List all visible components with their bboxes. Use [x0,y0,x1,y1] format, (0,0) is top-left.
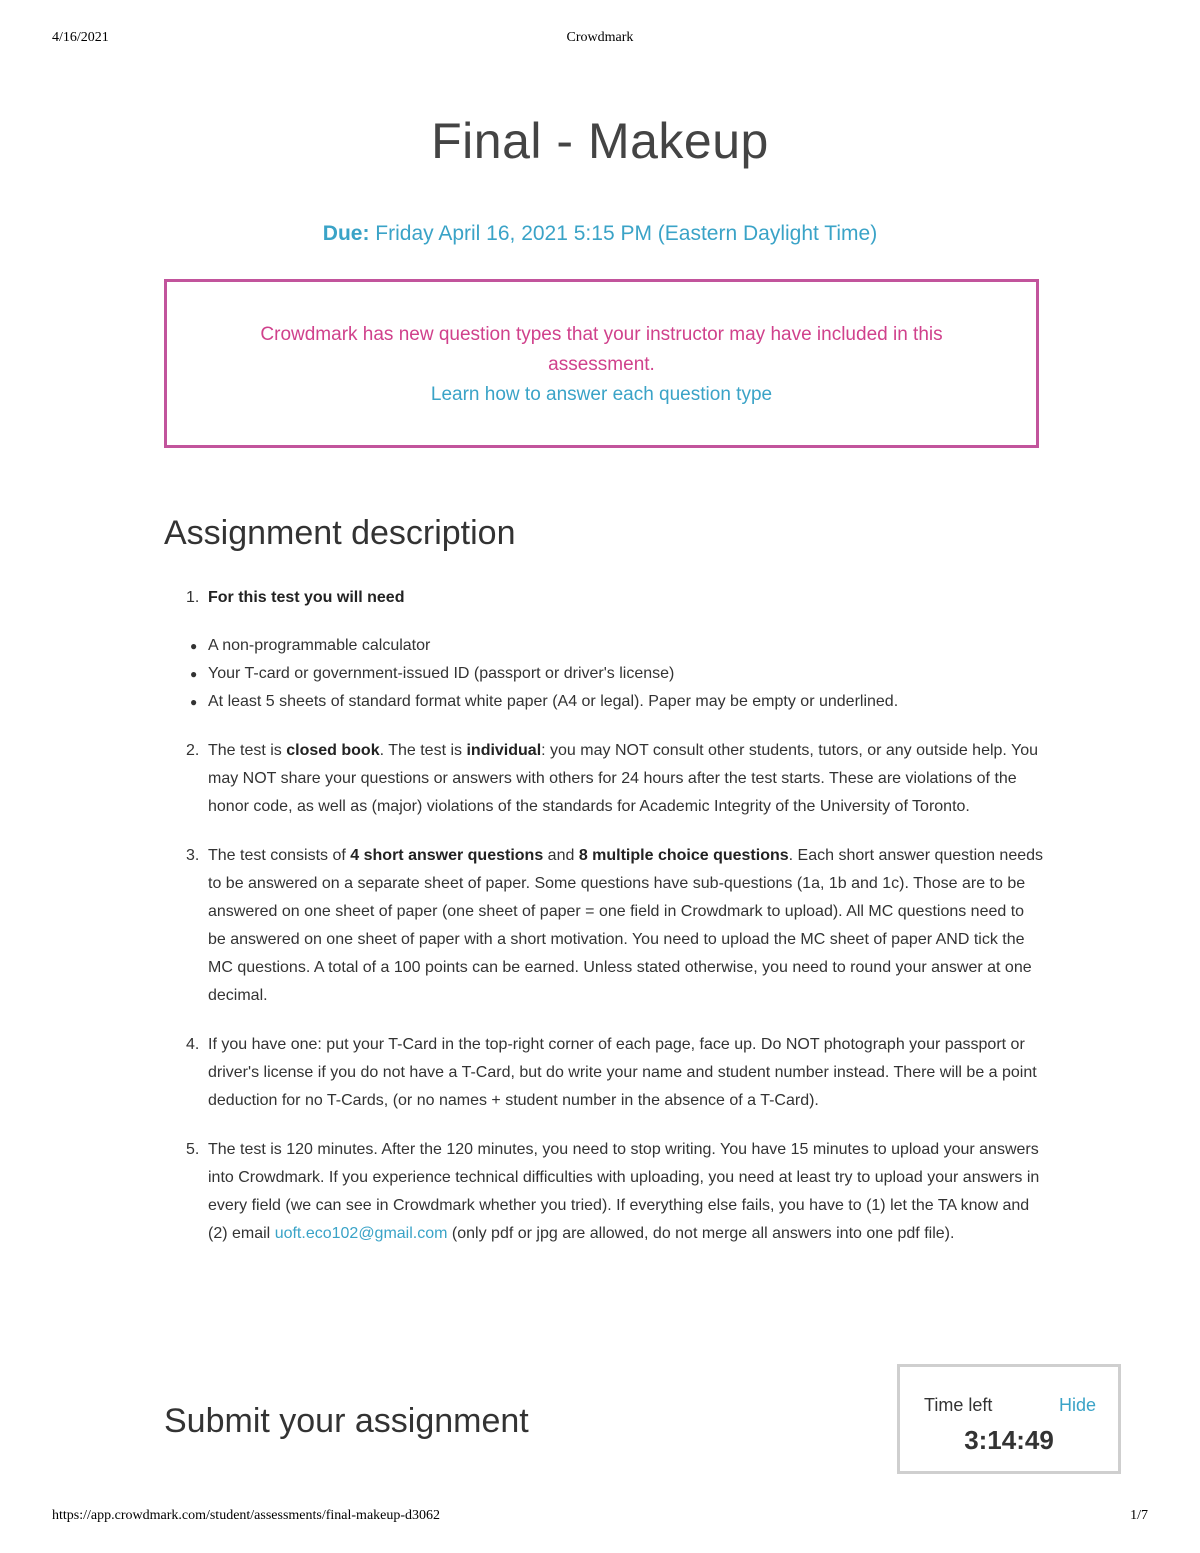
description-item-3 [164,842,1044,1010]
item-number: 1. [186,589,200,606]
item-text: and [543,847,579,864]
notice-message: Crowdmark has new question types that your instructor may have included in this assessment. [260,324,943,375]
list-item [164,660,1044,688]
print-header [52,30,1148,50]
print-date: 4/16/2021 [52,30,109,45]
submit-assignment-heading: Submit your assignment [164,1402,529,1440]
item-emphasis: closed book [286,742,380,759]
print-footer [52,1508,1148,1528]
due-date [0,222,1200,246]
item-number: 2. [186,742,200,759]
item-text: (only pdf or jpg are allowed, do not merge all answers into one pdf file). [447,1225,955,1242]
item-text: If you have one: put your T-Card in the top-right corner of each page, face up. Do NOT photograph your passport or driver's license if you do not have a T-Card, but do write your name and student number instead. There will be a point deduction for no T-Cards, (or no names + student number in the absence of a T-Card). [208,1036,1037,1109]
item-emphasis: individual [466,742,542,759]
hide-timer-button[interactable]: Hide [1058,1395,1096,1415]
assignment-description [164,584,1044,1248]
description-item-2 [164,737,1044,821]
bullet-icon: ● [190,639,198,653]
bullet-icon: ● [190,667,198,681]
item-number: 5. [186,1141,200,1158]
page-number: 1/7 [1130,1508,1148,1523]
item-emphasis: 8 multiple choice questions [578,847,789,864]
bullet-text: Your T-card or government-issued ID (passport or driver's license) [208,665,675,682]
description-item-1 [164,584,1044,612]
assignment-description-heading: Assignment description [164,514,516,552]
item-text: : you may NOT consult other students, tutors, or any outside help. You may NOT share your questions or answers with others for 24 hours after the test starts. These are violations of the honor code, as well as (major) violations of the standards for Academic Integrity of the University of Toronto. [208,742,1039,815]
item-text: The test consists of [208,847,351,864]
question-types-help-link[interactable]: Learn how to answer each question type [430,384,773,405]
item-text: . Each short answer question needs to be answered on a separate sheet of paper. Some questions have sub-questions (1a, 1b and 1c). Those are to be answered on one sheet of paper (one sheet of paper = one field in Crowdmark to upload). All MC questions need to be answered on one sheet of paper with a short motivation. You need to upload the MC sheet of paper AND tick the MC questions. A total of a 100 points can be earned. Unless stated otherwise, you need to round your answer at one decimal. [208,847,1044,1004]
description-item-4 [164,1031,1044,1115]
time-left-label: Time left [924,1395,993,1415]
due-value: Friday April 16, 2021 5:15 PM (Eastern Daylight Time) [369,222,878,245]
print-site-title: Crowdmark [566,30,634,45]
bullet-text: A non-programmable calculator [208,637,431,654]
list-item [164,632,1044,660]
description-item-5 [164,1136,1044,1248]
item-text: . The test is [379,742,467,759]
list-item [164,688,1044,716]
item-number: 4. [186,1036,200,1053]
item-emphasis: 4 short answer questions [350,847,544,864]
bullet-icon: ● [190,695,198,709]
time-left-widget [897,1364,1121,1474]
page-title: Final - Makeup [431,113,769,169]
time-left-value: 3:14:49 [964,1425,1054,1455]
question-types-notice [164,279,1039,448]
email-link[interactable]: uoft.eco102@gmail.com [274,1225,448,1242]
item-text: The test is [208,742,287,759]
item-text: For this test you will need [208,589,405,606]
bullet-text: At least 5 sheets of standard format white paper (A4 or legal). Paper may be empty or underlined. [208,693,899,710]
item-number: 3. [186,847,200,864]
item-text: The test is 120 minutes. After the 120 minutes, you need to stop writing. You have 15 minutes to upload your answers into Crowdmark. If you experience technical difficulties with uploading, you need at least try to upload your answers in every field (we can see in Crowdmark whether you tried). If everything else fails, you have to (1) let the TA know and (2) email [208,1141,1040,1242]
print-url: https://app.crowdmark.com/student/assessments/final-makeup-d3062 [52,1508,441,1523]
due-label: Due: [322,222,370,245]
